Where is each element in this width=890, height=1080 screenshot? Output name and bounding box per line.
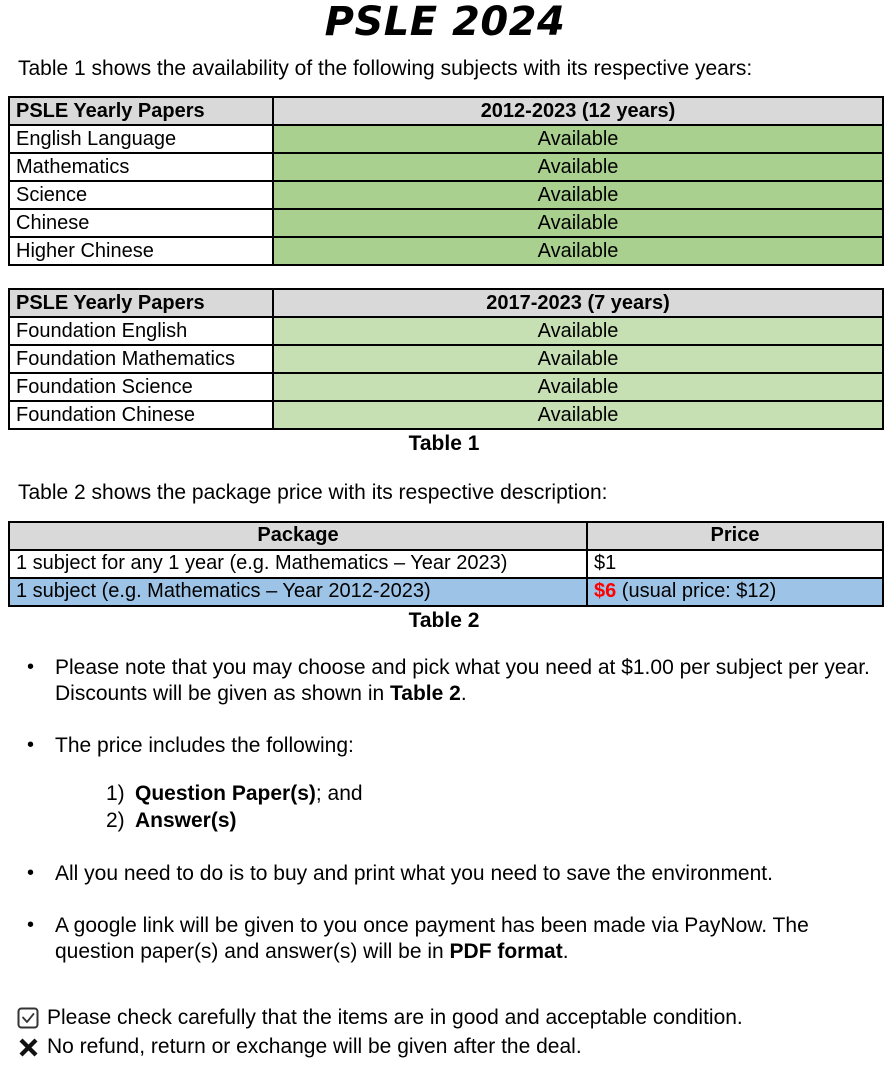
subject-name: Chinese: [9, 209, 273, 237]
list-item: [55, 808, 874, 835]
list-number: 1): [106, 782, 125, 806]
bullet-icon: •: [27, 734, 35, 756]
bullet-icon: •: [27, 655, 35, 678]
bullet-text-part: Please note that you may choose and pick what you need at $1.00 per subject per year. Discounts will be given as shown in: [55, 655, 870, 705]
availability-status: Available: [273, 209, 883, 237]
column-header-subject: PSLE Yearly Papers: [9, 97, 273, 125]
table-1-caption: [0, 432, 890, 456]
bullet-text-delivery: [55, 914, 809, 963]
list-item: [0, 733, 890, 835]
footer-notes: [0, 1005, 890, 1061]
availability-status: Available: [273, 345, 883, 373]
list-item: [0, 861, 890, 887]
price-table: [8, 521, 884, 607]
subject-name: Foundation English: [9, 317, 273, 345]
table-1-caption-label: Table 1: [408, 432, 480, 456]
table-row: [9, 153, 883, 181]
column-header-package: Package: [9, 522, 587, 550]
subject-name: Higher Chinese: [9, 237, 273, 265]
intro-text-table1: Table 1 shows the availability of the following subjects with its respective years:: [18, 57, 753, 80]
table-row: [9, 237, 883, 265]
price-value: $1: [594, 552, 617, 574]
intro-text-table2: Table 2 shows the package price with its respective description:: [18, 481, 608, 505]
list-number: 2): [106, 808, 125, 832]
table-row: [9, 373, 883, 401]
page-title: PSLE 2024: [324, 0, 566, 45]
package-price: [587, 550, 883, 578]
availability-table-1: [8, 96, 884, 266]
package-description: 1 subject (e.g. Mathematics – Year 2012-2023): [9, 578, 587, 606]
bullet-icon: •: [27, 861, 35, 884]
bullet-text-includes: The price includes the following:: [55, 734, 354, 757]
table-row-highlighted: [9, 578, 883, 606]
table-row: [9, 125, 883, 153]
availability-status: Available: [273, 181, 883, 209]
note-check-condition: [0, 1005, 890, 1032]
subject-name: Mathematics: [9, 153, 273, 181]
column-header-subject: PSLE Yearly Papers: [9, 289, 273, 317]
cross-mark-icon: [16, 1034, 42, 1060]
package-description: 1 subject for any 1 year (e.g. Mathematics – Year 2023): [9, 550, 587, 578]
bullet-icon: •: [27, 913, 35, 936]
note-no-refund: [0, 1034, 890, 1061]
table-row: [9, 181, 883, 209]
table-row: [9, 345, 883, 373]
included-item-label: Question Paper(s): [135, 782, 316, 806]
bullet-text-pricing: [55, 656, 870, 705]
list-item: [55, 781, 874, 808]
table-row: [9, 550, 883, 578]
included-items-list: [55, 781, 874, 834]
included-item-suffix: ; and: [315, 782, 363, 806]
bullet-text-part: .: [562, 940, 569, 964]
subject-name: Science: [9, 181, 273, 209]
table-2-caption-label: Table 2: [408, 608, 480, 632]
table-row: [9, 317, 883, 345]
availability-table-2: [8, 288, 884, 430]
subject-name: Foundation Mathematics: [9, 345, 273, 373]
bullet-text-part: .: [460, 681, 467, 705]
subject-name: Foundation Science: [9, 373, 273, 401]
terms-bullet-list: [0, 655, 890, 966]
table-row: [9, 209, 883, 237]
column-header-years: 2017-2023 (7 years): [273, 289, 883, 317]
table-header-row: [9, 522, 883, 550]
column-header-years: 2012-2023 (12 years): [273, 97, 883, 125]
list-item: [0, 913, 890, 966]
subject-name: English Language: [9, 125, 273, 153]
bullet-text-emphasis: PDF format: [449, 940, 563, 964]
package-price: [587, 578, 883, 606]
checkbox-checked-icon: [16, 1005, 42, 1031]
bullet-text-print: All you need to do is to buy and print what you need to save the environment.: [55, 861, 773, 885]
availability-status: Available: [273, 401, 883, 429]
list-item: [0, 655, 890, 708]
included-item-label: Answer(s): [135, 808, 237, 832]
bullet-text-emphasis: Table 2: [390, 681, 461, 705]
availability-status: Available: [273, 125, 883, 153]
subject-name: Foundation Chinese: [9, 401, 273, 429]
table-row: [9, 401, 883, 429]
availability-status: Available: [273, 373, 883, 401]
availability-status: Available: [273, 317, 883, 345]
price-discounted: $6: [594, 580, 617, 602]
availability-status: Available: [273, 153, 883, 181]
note-text: Please check carefully that the items are in good and acceptable condition.: [47, 1006, 743, 1030]
availability-status: Available: [273, 237, 883, 265]
bullet-text-part: A google link will be given to you once payment has been made via PayNow. The question paper(s) and answer(s) will be in: [55, 913, 809, 964]
table-header-row: [9, 97, 883, 125]
table-header-row: [9, 289, 883, 317]
note-text: No refund, return or exchange will be given after the deal.: [47, 1035, 582, 1059]
column-header-price: Price: [587, 522, 883, 550]
price-usual: (usual price: $12): [616, 580, 777, 602]
table-2-caption: [0, 609, 890, 633]
